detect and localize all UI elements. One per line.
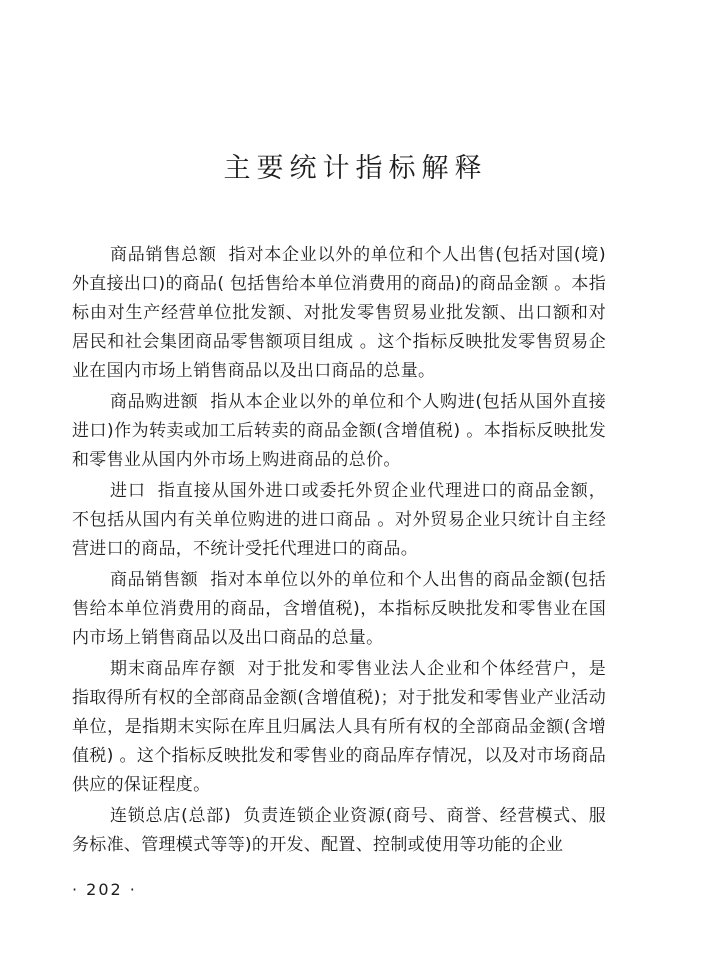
entry-inventory — [72, 655, 606, 800]
page-number: · 202 · — [72, 880, 137, 899]
entry-term: 连锁总店(总部) — [110, 806, 232, 826]
entry-definition: 指对本单位以外的单位和个人出售的商品金额(包括售给本单位消费用的商品，含增值税)，本指标反映批发和零售业在国内市场上销售商品以及出口商品的总量。 — [72, 570, 607, 648]
entry-definition: 指对本企业以外的单位和个人出售(包括对国(境)外直接出口)的商品( 包括售给本单位消费用的商品)的商品金额 。本指标由对生产经营单位批发额、对批发零售贸易业批发额、出口额和对居民和社会集团商品零售额项目组成 。这个指标反映批发零售贸易企业在国内市场上销售商品以及出口商品的总量。 — [72, 245, 606, 381]
entry-definition: 负责连锁企业资源(商号、商誉、经营模式、服务标准、管理模式等等)的开发、配置、控制或使用等功能的企业 — [72, 806, 606, 855]
entry-definition: 指直接从国外进口或委托外贸企业代理进口的商品金额，不包括从国内有关单位购进的进口商品 。对外贸易企业只统计自主经营进口的商品，不统计受托代理进口的商品。 — [72, 481, 606, 559]
entry-purchases — [72, 388, 606, 475]
entry-term: 期末商品库存额 — [110, 659, 236, 679]
entry-definition: 指从本企业以外的单位和个人购进(包括从国外直接进口)作为转卖或加工后转卖的商品金额(含增值税) 。本指标反映批发和零售业从国内外市场上购进商品的总价。 — [72, 392, 607, 470]
entry-sales-total — [72, 241, 606, 386]
entry-sales — [72, 566, 606, 653]
entry-term: 商品销售总额 — [110, 245, 217, 265]
entry-term: 商品购进额 — [110, 392, 199, 412]
definitions-body — [72, 241, 606, 862]
entry-imports — [72, 477, 606, 564]
entry-term: 商品销售额 — [110, 570, 199, 590]
entry-definition: 对于批发和零售业法人企业和个体经营户，是指取得所有权的全部商品金额(含增值税)；对于批发和零售业产业活动单位，是指期末实际在库且归属法人具有所有权的全部商品金额(含增值税) 。这个指标反映批发和零售业的商品库存情况，以及对市场商品供应的保证程度。 — [72, 659, 606, 795]
entry-chain-hq — [72, 802, 606, 860]
entry-term: 进口 — [110, 481, 146, 501]
page-title: 主要统计指标解释 — [223, 153, 488, 184]
